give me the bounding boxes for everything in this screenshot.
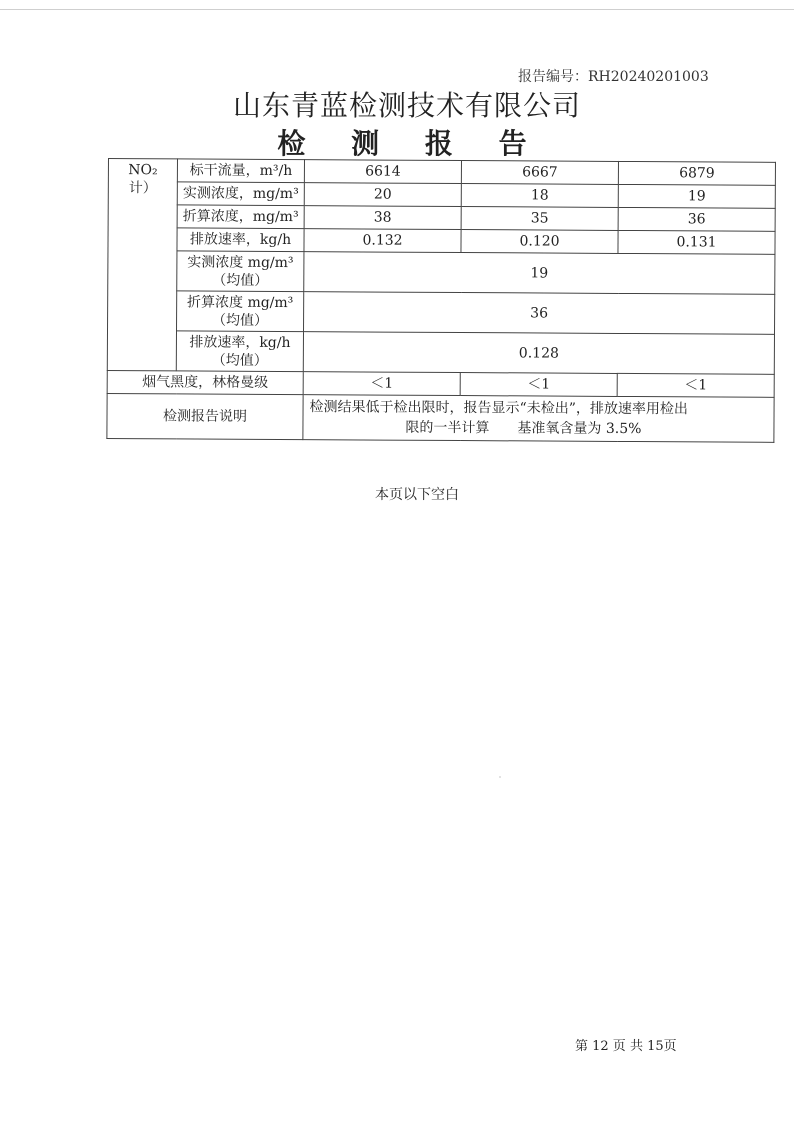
note-label: 检测报告说明 <box>107 393 303 439</box>
blank-page-note: 本页以下空白 <box>375 487 459 503</box>
note-text <box>303 395 774 443</box>
value-cell: ＜1 <box>460 373 617 397</box>
value-cell: 0.131 <box>618 230 775 254</box>
avg-label-line2: （均值） <box>212 312 269 329</box>
report-table <box>106 158 776 443</box>
row-label: 实测浓度，mg/m³ <box>177 182 304 206</box>
value-cell: 6614 <box>304 160 461 184</box>
value-cell: 36 <box>618 207 775 231</box>
row-label: 标干流量，m³/h <box>177 159 304 183</box>
pollutant-name: NO₂ <box>128 162 158 179</box>
table-row <box>108 291 775 335</box>
value-cell: 20 <box>304 183 461 207</box>
avg-label-line1: 排放速率，kg/h <box>189 333 291 351</box>
row-label: 折算浓度，mg/m³ <box>177 205 304 229</box>
value-cell: ＜1 <box>303 372 460 396</box>
avg-value-cell: 19 <box>304 252 775 295</box>
avg-label-line1: 折算浓度 mg/m³ <box>186 293 294 311</box>
value-cell: 38 <box>304 206 461 230</box>
top-divider <box>0 9 794 10</box>
avg-row-label <box>177 251 304 292</box>
page-number: 第 12 页 共 15页 <box>575 1039 677 1054</box>
avg-label-line2: （均值） <box>212 272 269 289</box>
note-text-line1: 检测结果低于检出限时，报告显示“未检出”，排放速率用检出 <box>309 399 688 418</box>
note-text-line2: 限的一半计算 基准氧含量为 3.5% <box>405 419 642 438</box>
report-table-wrapper <box>106 158 776 443</box>
avg-value-cell: 36 <box>304 292 775 335</box>
table-row <box>107 331 774 375</box>
value-cell: 6879 <box>618 161 775 185</box>
company-name: 山东青蓝检测技术有限公司 <box>232 89 581 122</box>
value-cell: 0.132 <box>304 229 461 253</box>
pollutant-group-cell <box>107 159 177 371</box>
value-cell: 19 <box>618 184 775 208</box>
note-row <box>107 393 774 442</box>
value-cell: 18 <box>461 184 618 208</box>
report-number: 报告编号：RH20240201003 <box>518 69 709 85</box>
table-row <box>108 251 775 295</box>
value-cell: 0.120 <box>461 230 618 254</box>
pollutant-unit-note: 计） <box>128 180 157 197</box>
scan-speck <box>499 776 501 778</box>
smoke-label: 烟气黑度，林格曼级 <box>107 370 303 394</box>
avg-row-label <box>176 331 303 372</box>
avg-value-cell: 0.128 <box>303 332 774 375</box>
value-cell: 35 <box>461 207 618 231</box>
avg-label-line2: （均值） <box>211 352 268 369</box>
row-label: 排放速率，kg/h <box>177 228 304 252</box>
value-cell: 6667 <box>461 161 618 185</box>
value-cell: ＜1 <box>617 373 774 397</box>
avg-label-line1: 实测浓度 mg/m³ <box>187 253 294 271</box>
document-title: 检 测 报 告 <box>277 127 545 160</box>
avg-row-label <box>177 291 304 332</box>
